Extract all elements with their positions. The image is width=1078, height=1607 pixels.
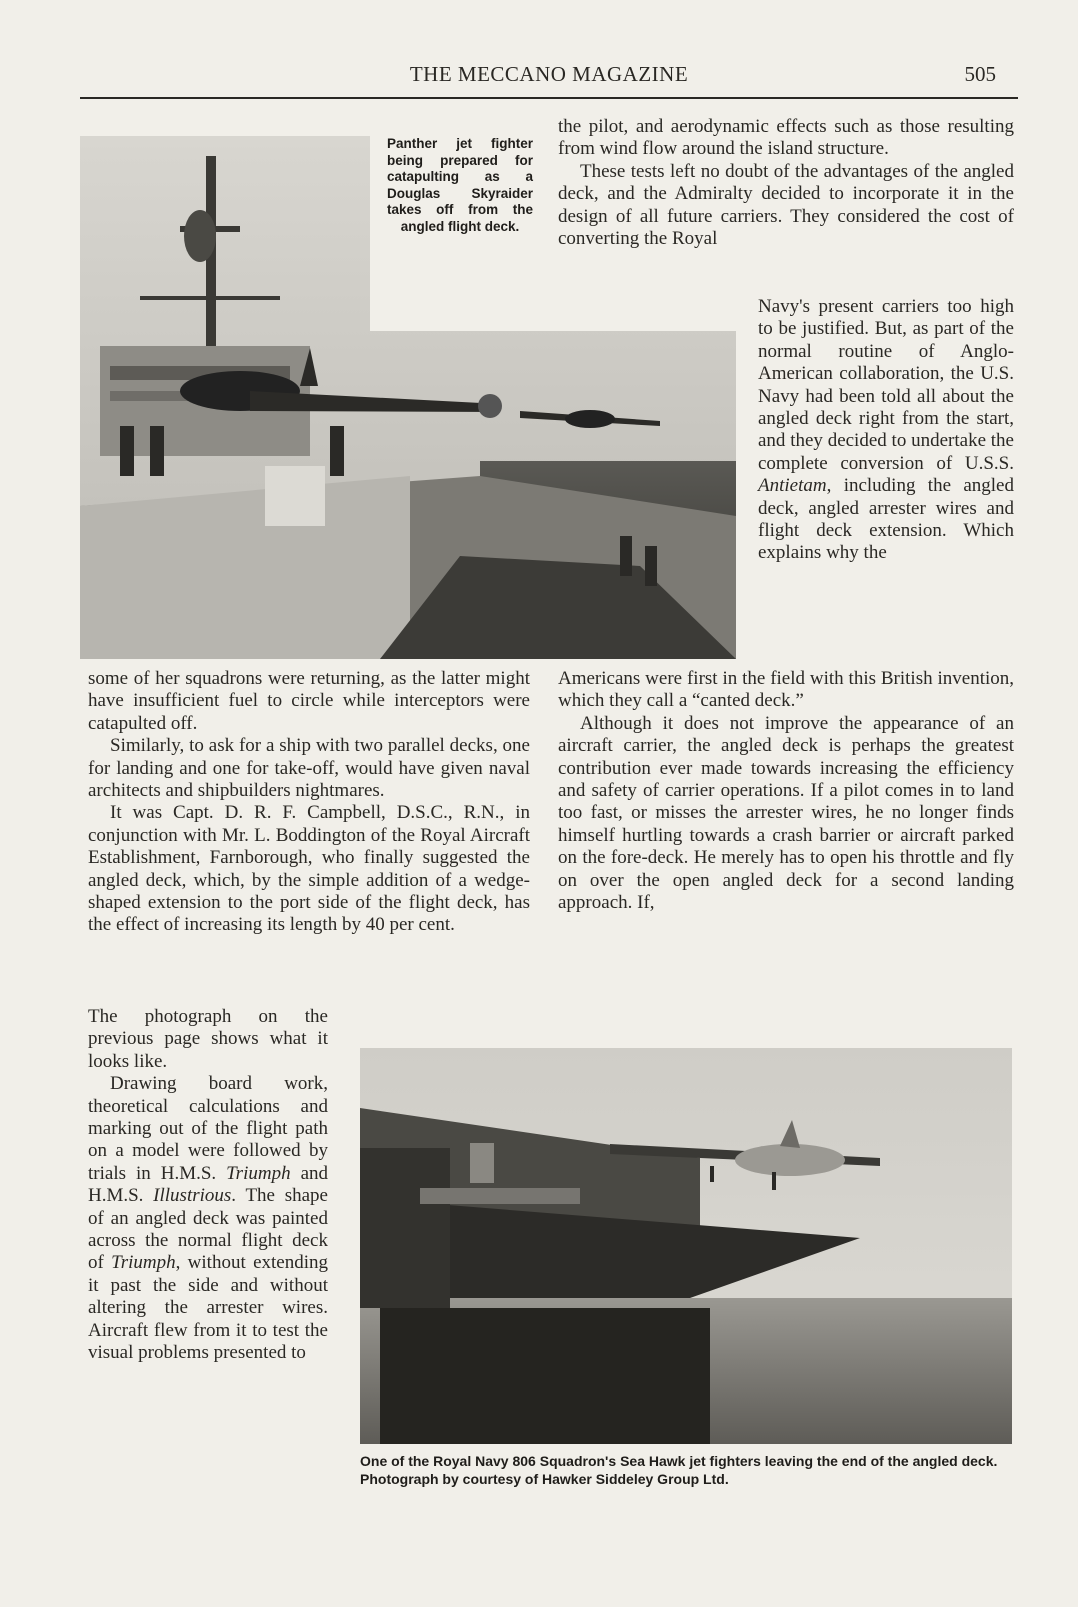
left-narrow-column — [88, 1006, 328, 1365]
photo-top-caption: Panther jet fighter being prepared for catapulting as a Douglas Skyraider takes off from the angled flight deck. — [387, 136, 533, 234]
paragraph — [88, 1073, 328, 1364]
paragraph: Although it does not improve the appearance of an aircraft carrier, the angled deck is perhaps the greatest contribution ever made towards increasing the efficiency and safety of carrier operations. If a pilot comes in to land too fast, or misses the arrester wires, he no longer finds himself hurtling towards a crash barrier or aircraft parked on the fore-deck. He merely has to open his throttle and fly on over the open angled deck for a second landing approach. If, — [558, 712, 1014, 914]
paragraph-part: Navy's present carriers too high to be justified. But, as part of the normal routine of Anglo-American collaboration, the U.S. Navy had been told all about the angled deck right from the start, and they decided to undertake the complete conversion of U.S.S. — [758, 296, 1014, 474]
right-narrow-column — [758, 296, 1014, 565]
paragraph: Americans were first in the field with this British invention, which they call a “canted deck.” — [558, 668, 1014, 712]
left-column — [88, 668, 530, 937]
paragraph — [758, 296, 1014, 565]
header-rule — [80, 97, 1018, 99]
paragraph: the pilot, and aerodynamic effects such as those resulting from wind flow around the island structure. — [558, 116, 1014, 160]
paragraph-part: , without extending it past the side and without altering the arrester wires. Aircraft flew from it to test the visual problems presented to — [88, 1252, 329, 1364]
right-column-mid — [558, 668, 1014, 914]
ship-name: Illustrious — [153, 1185, 232, 1207]
ship-name: Triumph — [226, 1162, 291, 1184]
paragraph: Similarly, to ask for a ship with two parallel decks, one for landing and one for take-off, would have given naval architects and shipbuilders nightmares. — [88, 735, 530, 802]
paragraph-part: and H.M.S. — [88, 1162, 328, 1207]
page-header — [80, 62, 1018, 90]
page-number: 505 — [964, 62, 996, 86]
paragraph: The photograph on the previous page shows what it looks like. — [88, 1006, 328, 1072]
ship-name: Triumph — [111, 1252, 176, 1274]
paragraph-part: , including the angled deck, angled arrester wires and flight deck extension. Which explains why the — [758, 475, 1014, 564]
ship-name: Antietam — [758, 475, 827, 497]
paragraph-part: Drawing board work, theoretical calculations and marking out of the flight path on a model were followed by trials in H.M.S. — [88, 1073, 328, 1184]
paragraph: These tests left no doubt of the advantages of the angled deck, and the Admiralty decided to incorporate it in the design of all future carriers. They considered the cost of converting the Royal — [558, 160, 1014, 250]
photo-sea-hawk — [360, 1048, 1012, 1444]
sea-hawk-photo-image — [360, 1048, 1012, 1444]
paragraph: some of her squadrons were returning, as the latter might have insufficient fuel to circle while interceptors were catapulted off. — [88, 668, 530, 734]
paragraph: It was Capt. D. R. F. Campbell, D.S.C., R.N., in conjunction with Mr. L. Boddington of the Royal Aircraft Establishment, Farnborough, who finally suggested the angled deck, which, by the simple addition of a wedge-shaped extension to the port side of the flight deck, has the effect of increasing its length by 40 per cent. — [88, 802, 530, 936]
magazine-title: THE MECCANO MAGAZINE — [409, 62, 689, 86]
paragraph-part: . The shape of an angled deck was painted across the normal flight deck of — [88, 1185, 328, 1274]
photo-bottom-caption: One of the Royal Navy 806 Squadron's Sea Hawk jet fighters leaving the end of the angled deck. Photograph by courtesy of Hawker Siddeley Group Ltd. — [360, 1453, 998, 1487]
right-column-top — [558, 116, 1014, 250]
